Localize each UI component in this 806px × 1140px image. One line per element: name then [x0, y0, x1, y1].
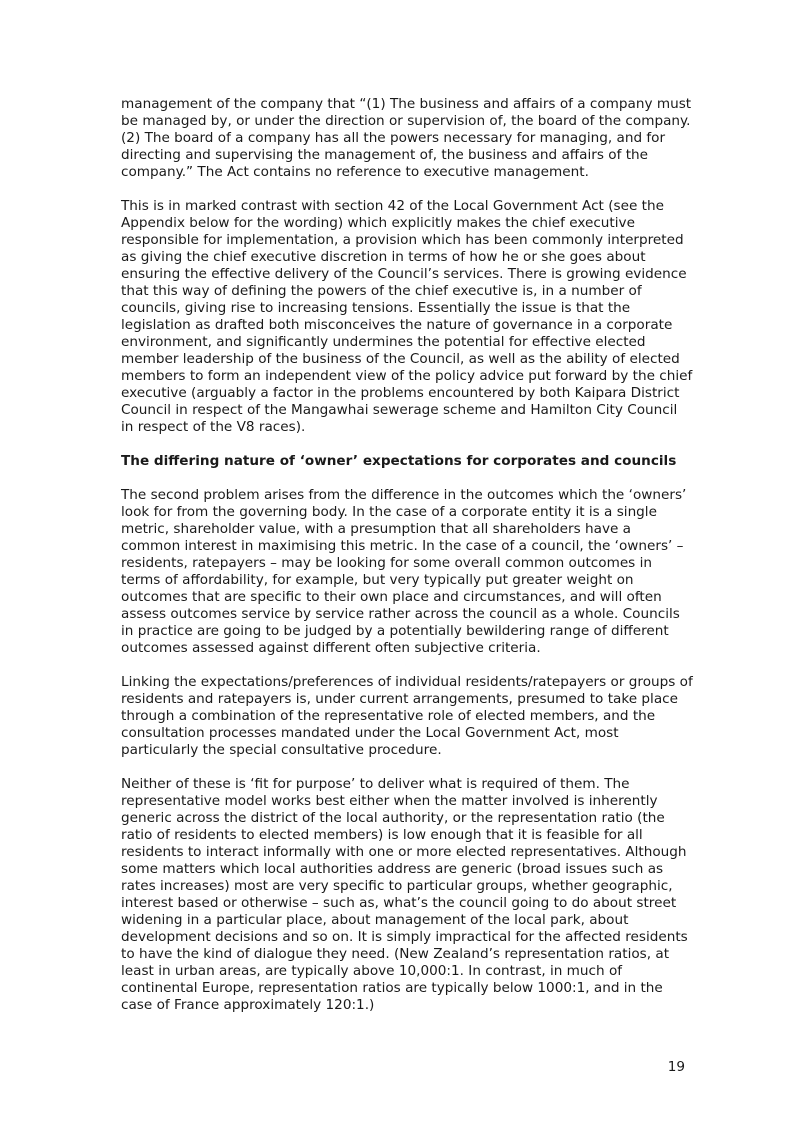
document-body — [121, 96, 693, 1031]
paragraph-second-problem: The second problem arises from the difference in the outcomes which the ‘owners’ look for from the governing body. In the case of a corporate entity it is a single metric, shareholder value, with a presumption that all shareholders have a common interest in maximising this metric. In the case of a council, the ‘owners’ – residents, ratepayers – may be looking for some overall common outcomes in terms of affordability, for example, but very typically put greater weight on outcomes that are specific to their own place and circumstances, and will often assess outcomes service by service rather across the council as a whole. Councils in practice are going to be judged by a potentially bewildering range of different outcomes assessed against different often subjective criteria. — [121, 487, 687, 656]
paragraph-linking-expectations: Linking the expectations/preferences of individual residents/ratepayers or groups of residents and ratepayers is, under current arrangements, presumed to take place through a combination of the representative role of elected members, and the consultation processes mandated under the Local Government Act, most particularly the special consultative procedure. — [121, 674, 693, 758]
section-heading-owner-expectations: The differing nature of ‘owner’ expectations for corporates and councils — [121, 453, 677, 469]
paragraph-company-management: management of the company that “(1) The business and affairs of a company must be managed by, or under the direction or supervision of, the board of the company. (2) The board of a company has all the powers necessary for managing, and for directing and supervising the management of, the business and affairs of the company.” The Act contains no reference to executive management. — [121, 96, 692, 180]
paragraph-section-42-contrast: This is in marked contrast with section 42 of the Local Government Act (see the Appendix below for the wording) which explicitly makes the chief executive responsible for implementation, a provision which has been commonly interpreted as giving the chief executive discretion in terms of how he or she goes about ensuring the effective delivery of the Council’s services. There is growing evidence that this way of defining the powers of the chief executive is, in a number of councils, giving rise to increasing tensions. Essentially the issue is that the legislation as drafted both misconceives the nature of governance in a corporate environment, and significantly undermines the potential for effective elected member leadership of the business of the Council, as well as the ability of elected members to form an independent view of the policy advice put forward by the chief executive (arguably a factor in the problems encountered by both Kaipara District Council in respect of the Mangawhai sewerage scheme and Hamilton City Council in respect of the V8 races). — [121, 198, 693, 435]
paragraph-fit-for-purpose: Neither of these is ‘fit for purpose’ to deliver what is required of them. The representative model works best either when the matter involved is inherently generic across the district of the local authority, or the representation ratio (the ratio of residents to elected members) is low enough that it is feasible for all residents to interact informally with one or more elected representatives. Although some matters which local authorities address are generic (broad issues such as rates increases) most are very specific to particular groups, whether geographic, interest based or otherwise – such as, what’s the council going to do about street widening in a particular place, about management of the local park, about development decisions and so on. It is simply impractical for the affected residents to have the kind of dialogue they need. (New Zealand’s representation ratios, at least in urban areas, are typically above 10,000:1. In contrast, in much of continental Europe, representation ratios are typically below 1000:1, and in the case of France approximately 120:1.) — [121, 776, 688, 1013]
page-number: 19 — [667, 1059, 685, 1075]
